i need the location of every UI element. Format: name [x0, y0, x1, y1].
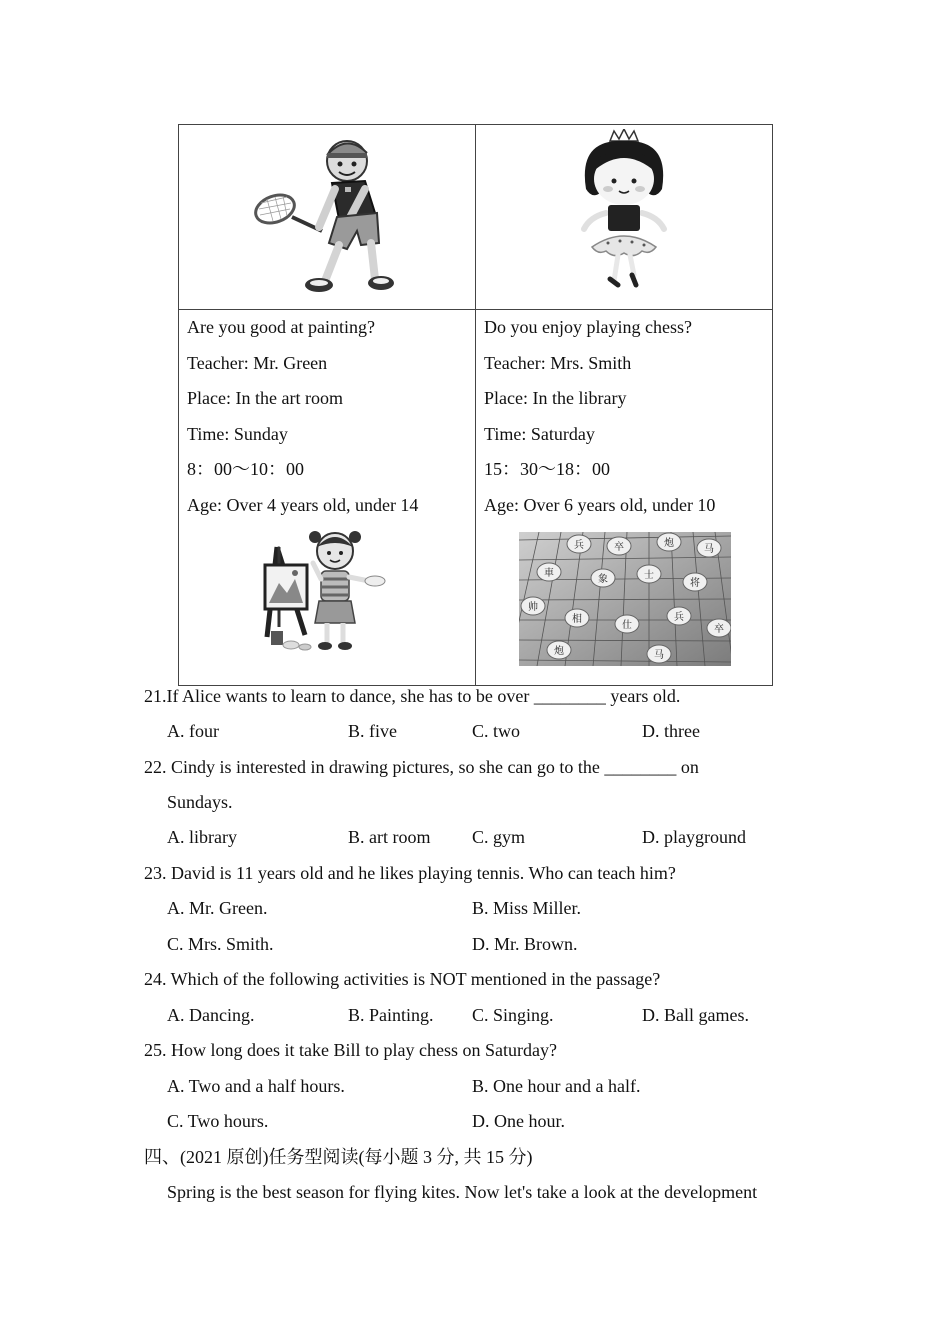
chess-piece	[607, 537, 631, 555]
svg-text:炮: 炮	[664, 538, 674, 549]
chess-piece	[667, 607, 691, 625]
chess-piece	[591, 569, 615, 587]
club-title: Do you enjoy playing chess?	[484, 317, 692, 337]
option-c: C. Two hours.	[167, 1111, 269, 1131]
dancing-girl-icon	[564, 129, 684, 299]
club-age: Age: Over 6 years old, under 10	[484, 494, 716, 515]
dance-cell	[476, 125, 773, 310]
option-c: C. Singing.	[472, 1005, 554, 1025]
chess-piece	[565, 609, 589, 627]
chess-board-icon	[519, 532, 731, 666]
chess-piece	[547, 641, 571, 659]
option-d: D. One hour.	[472, 1111, 565, 1131]
question-21: 21.If Alice wants to learn to dance, she has to be over ________ years old.	[144, 686, 681, 706]
svg-text:兵: 兵	[674, 612, 684, 623]
option-c: C. Mrs. Smith.	[167, 934, 274, 954]
option-b: B. Miss Miller.	[472, 898, 582, 918]
club-teacher: Teacher: Mrs. Smith	[484, 352, 632, 373]
chess-piece	[615, 615, 639, 633]
option-c: C. two	[472, 721, 521, 741]
option-d: D. three	[642, 721, 700, 741]
question-22-cont: Sundays.	[167, 792, 233, 812]
svg-text:兵: 兵	[574, 540, 584, 551]
option-b: B. art room	[348, 827, 431, 847]
option-a: A. four	[167, 721, 219, 741]
tennis-cell	[179, 125, 476, 310]
svg-text:車: 車	[544, 568, 554, 579]
option-d: D. Mr. Brown.	[472, 934, 578, 954]
club-place: Place: In the art room	[187, 388, 343, 408]
question-25: 25. How long does it take Bill to play chess on Saturday?	[144, 1040, 557, 1060]
chess-piece	[647, 645, 671, 663]
svg-text:炮: 炮	[554, 646, 564, 657]
option-b: B. One hour and a half.	[472, 1076, 641, 1096]
club-time: Time: Sunday	[187, 423, 288, 444]
chess-piece	[537, 563, 561, 581]
club-time: Time: Saturday	[484, 423, 595, 444]
painting-girl-icon	[257, 527, 397, 662]
club-info-table	[178, 124, 773, 686]
tennis-boy-icon	[247, 131, 407, 301]
option-b: B. Painting.	[348, 1005, 434, 1025]
svg-text:马: 马	[704, 544, 714, 555]
svg-text:卒: 卒	[714, 624, 724, 635]
question-22: 22. Cindy is interested in drawing pictures, so she can go to the ________ on	[144, 757, 699, 777]
option-b: B. five	[348, 721, 397, 741]
option-a: A. Dancing.	[167, 1005, 255, 1025]
question-23: 23. David is 11 years old and he likes playing tennis. Who can teach him?	[144, 863, 676, 883]
svg-text:士: 士	[644, 570, 654, 581]
svg-text:象: 象	[598, 574, 608, 585]
club-hours: 8：00～10：00	[187, 459, 304, 479]
chess-piece	[637, 565, 661, 583]
art-club-info	[179, 310, 476, 686]
chess-piece	[657, 533, 681, 551]
svg-text:帅: 帅	[528, 602, 538, 613]
option-a: A. library	[167, 827, 237, 847]
option-d: D. playground	[642, 827, 746, 847]
option-a: A. Two and a half hours.	[167, 1076, 345, 1096]
svg-text:仕: 仕	[622, 620, 632, 631]
option-a: A. Mr. Green.	[167, 898, 268, 918]
chess-piece	[707, 619, 731, 637]
club-title: Are you good at painting?	[187, 317, 375, 337]
chess-piece	[567, 535, 591, 553]
svg-text:卒: 卒	[614, 542, 624, 553]
club-teacher: Teacher: Mr. Green	[187, 352, 328, 373]
question-24: 24. Which of the following activities is NOT mentioned in the passage?	[144, 969, 661, 989]
club-age: Age: Over 4 years old, under 14	[187, 494, 419, 515]
section-heading: 四、(2021 原创)任务型阅读(每小题 3 分, 共 15 分)	[144, 1147, 533, 1167]
chess-piece	[683, 573, 707, 591]
option-c: C. gym	[472, 827, 526, 847]
club-hours: 15：30～18：00	[484, 459, 610, 479]
svg-text:相: 相	[572, 614, 582, 625]
chess-club-info	[476, 310, 773, 686]
option-d: D. Ball games.	[642, 1005, 749, 1025]
club-place: Place: In the library	[484, 388, 627, 408]
svg-text:将: 将	[690, 578, 700, 589]
chess-piece	[521, 597, 545, 615]
svg-text:马: 马	[654, 650, 664, 661]
section-intro: Spring is the best season for flying kites. Now let's take a look at the development	[167, 1182, 758, 1202]
chess-piece	[697, 539, 721, 557]
